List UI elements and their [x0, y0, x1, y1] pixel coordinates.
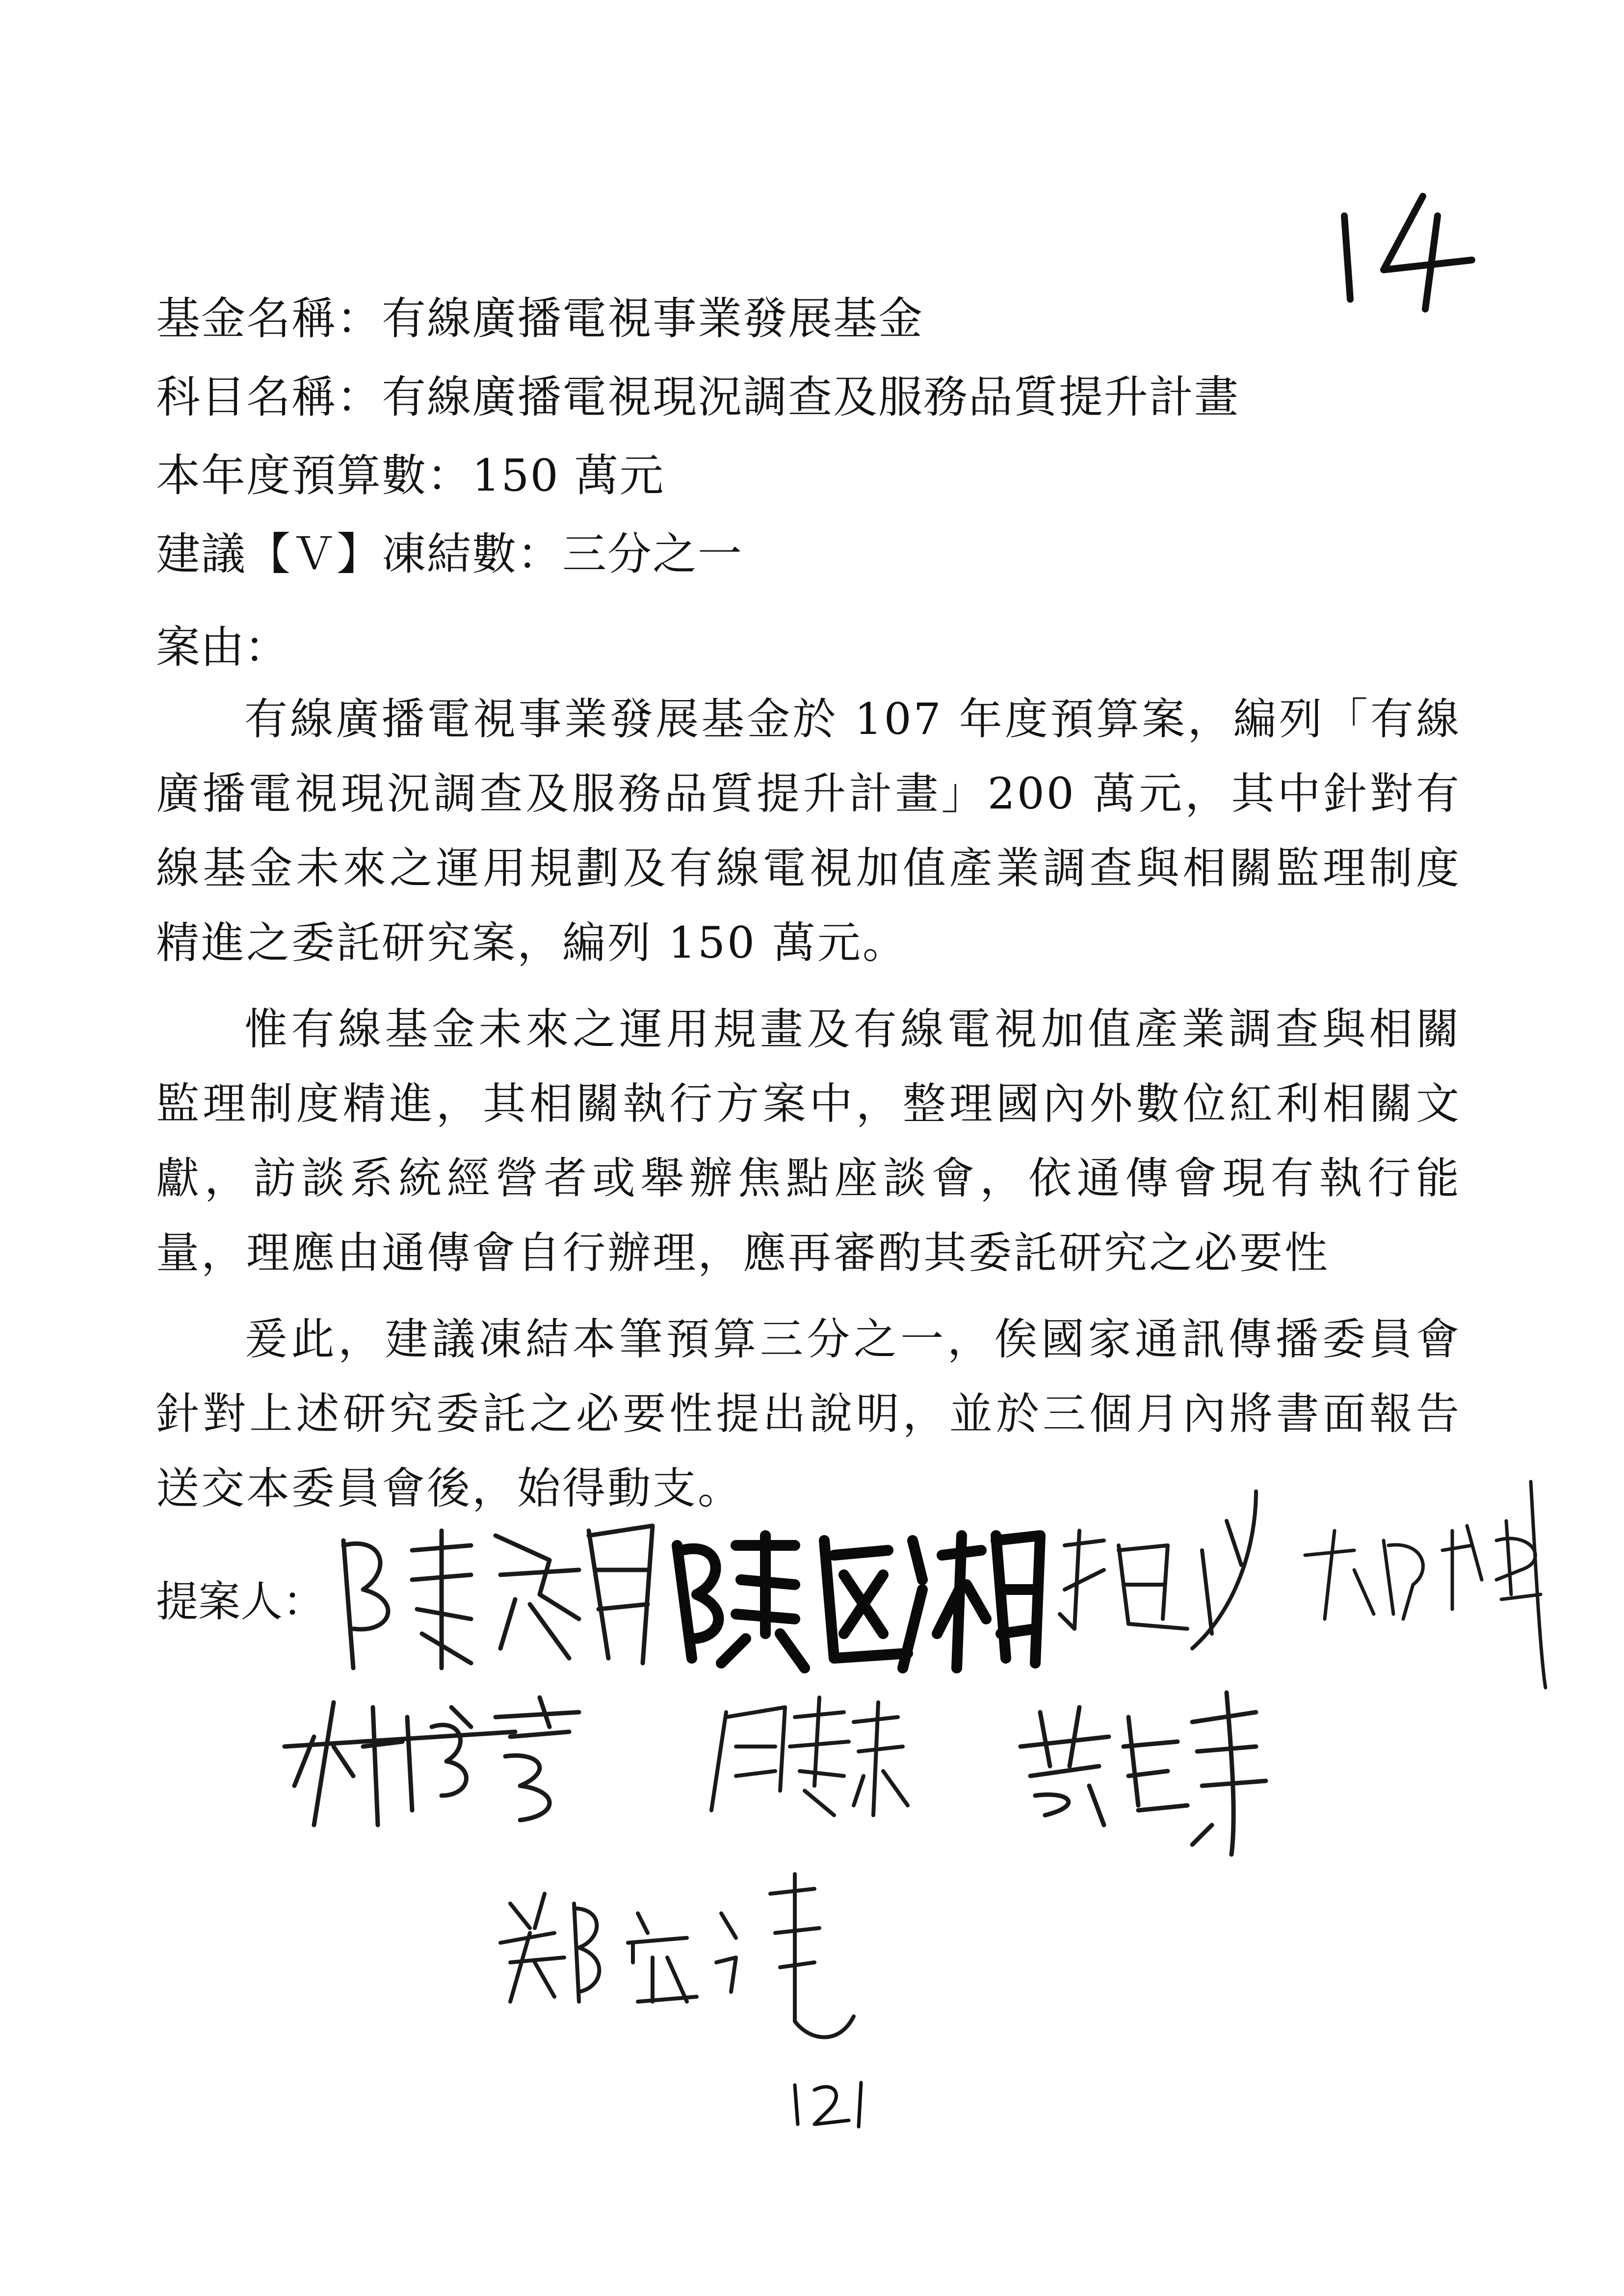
freeze-suggestion: 建議【Ｖ】凍結數：三分之一 — [156, 528, 743, 580]
signature-5 — [285, 1697, 579, 1825]
handwritten-footer-number — [785, 2075, 873, 2129]
signature-7 — [1021, 1693, 1266, 1854]
signature-1 — [343, 1526, 653, 1668]
signature-2 — [677, 1536, 1040, 1668]
budget-amount: 本年度預算數：150 萬元 — [156, 450, 665, 501]
reason-paragraph-3: 爰此，建議凍結本筆預算三分之一，俟國家通訊傳播委員會針對上述研究委託之必要性提出說明，並於三個月內將書面報告送交本委員會後，始得動支。 — [156, 1314, 1461, 1513]
item-name: 科目名稱：有線廣播電視現況調查及服務品質提升計畫 — [156, 371, 1239, 423]
reason-paragraph-2: 惟有線基金未來之運用規畫及有線電視加值產業調查與相關監理制度精進，其相關執行方案中，整理國內外數位紅利相關文獻，訪談系統經營者或舉辦焦點座談會，依通傳會現有執行能量，理應由通傳會自行辦理，應再審酌其委託研究之必要性 — [156, 1004, 1461, 1278]
fund-name: 基金名稱：有線廣播電視事業發展基金 — [156, 293, 923, 344]
reason-paragraph-1: 有線廣播電視事業發展基金於 107 年度預算案，編列「有線廣播電視現況調查及服務品質提升計畫」200 萬元，其中針對有線基金未來之運用規劃及有線電視加值產業調查與相關監理制度精進之委託研究案，編列 150 萬元。 — [156, 694, 1461, 968]
signature-8 — [500, 1874, 854, 2037]
signature-3 — [1060, 1491, 1256, 1648]
signature-6 — [711, 1697, 908, 1815]
signature-4 — [1305, 1482, 1545, 1688]
reason-title: 案由： — [156, 622, 288, 673]
proposer-label: 提案人： — [156, 1577, 325, 1626]
